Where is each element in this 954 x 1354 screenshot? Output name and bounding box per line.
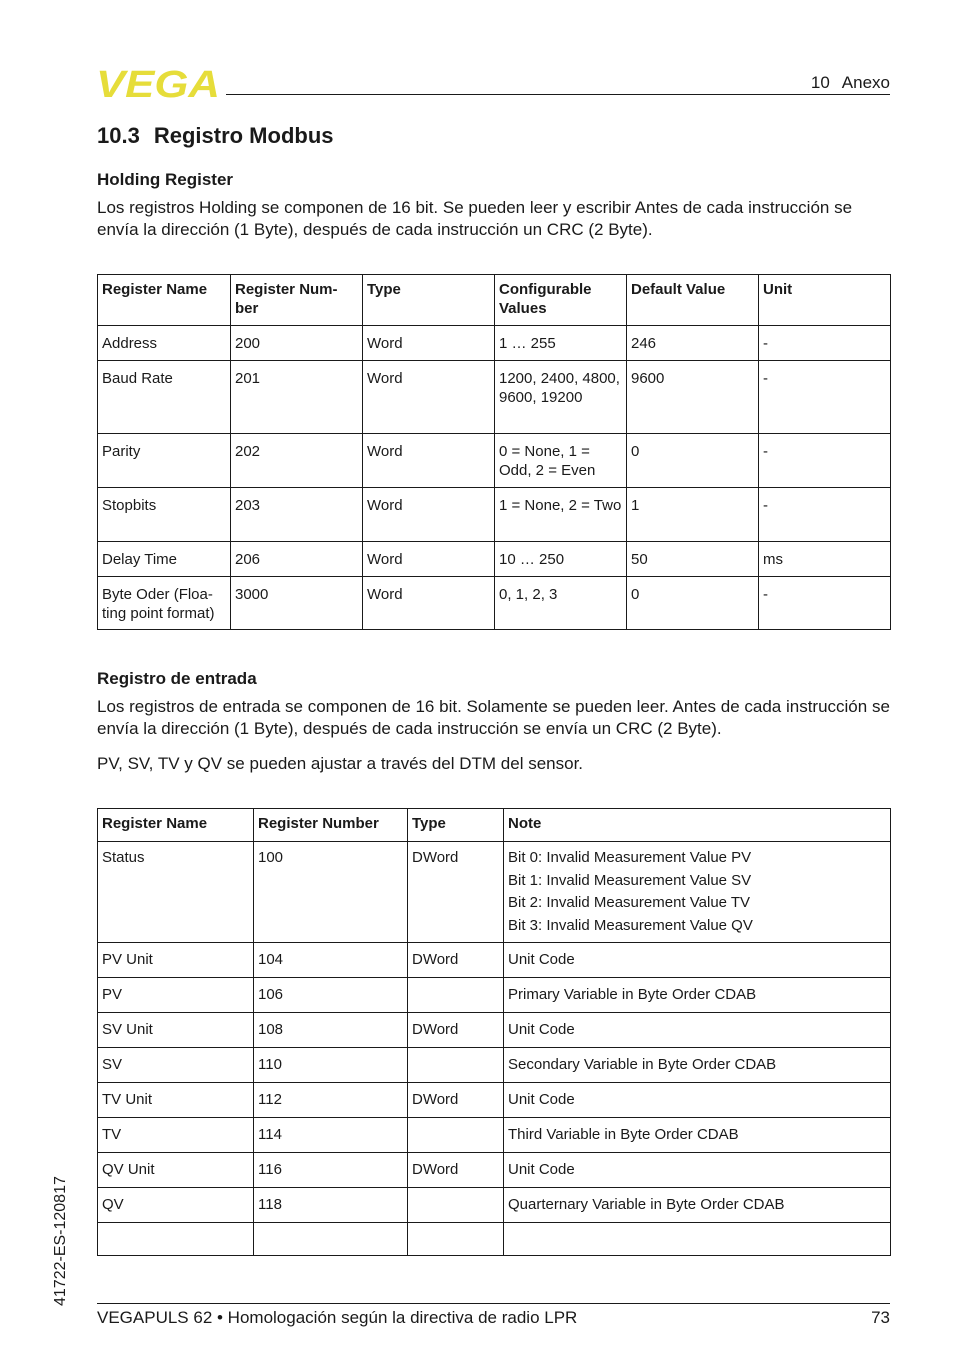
register-number: 201: [231, 361, 363, 434]
register-name: Stopbits: [98, 488, 231, 542]
register-number: 106: [254, 978, 408, 1013]
register-type: Word: [363, 488, 495, 542]
default-value: 0: [627, 577, 759, 630]
column-header: Register Name: [98, 809, 254, 842]
register-number: 100: [254, 842, 408, 943]
column-header: Register Number: [254, 809, 408, 842]
register-name: PV Unit: [98, 943, 254, 978]
column-header: Note: [504, 809, 891, 842]
register-number: 112: [254, 1083, 408, 1118]
input-heading: Registro de entrada: [97, 669, 257, 688]
unit: -: [759, 434, 891, 488]
register-type: DWord: [408, 943, 504, 978]
register-number: 116: [254, 1153, 408, 1188]
register-type: [408, 1223, 504, 1256]
register-note: Unit Code: [504, 1083, 891, 1118]
table-row: [98, 842, 891, 943]
register-type: [408, 978, 504, 1013]
register-number: 108: [254, 1013, 408, 1048]
input-paragraph-dtm: PV, SV, TV y QV se pueden ajustar a través del DTM del sensor.: [97, 754, 584, 773]
table-row: [98, 488, 891, 542]
table-row: [98, 577, 891, 630]
document-code: 41722-ES-120817: [52, 1176, 69, 1306]
register-type: [408, 1118, 504, 1153]
register-number: 200: [231, 326, 363, 361]
register-name: Status: [98, 842, 254, 943]
configurable-values: 1 … 255: [495, 326, 627, 361]
register-name: Byte Oder (Floa-ting point format): [98, 577, 231, 630]
unit: -: [759, 326, 891, 361]
register-number: 114: [254, 1118, 408, 1153]
input-register-table: [97, 808, 891, 1256]
chapter-number: 10: [810, 73, 830, 92]
register-note: Unit Code: [504, 1013, 891, 1048]
register-number: 118: [254, 1188, 408, 1223]
register-name: Address: [98, 326, 231, 361]
vega-logo: [96, 66, 220, 98]
chapter-title: Anexo: [841, 73, 890, 92]
table-row: [98, 1188, 891, 1223]
default-value: 9600: [627, 361, 759, 434]
table-row: [98, 361, 891, 434]
note-line: Bit 3: Invalid Measurement Value QV: [508, 916, 753, 934]
note-line: Bit 1: Invalid Measurement Value SV: [508, 871, 752, 889]
register-name: QV: [98, 1188, 254, 1223]
register-type: [408, 1048, 504, 1083]
register-type: Word: [363, 542, 495, 577]
register-type: Word: [363, 434, 495, 488]
register-type: DWord: [408, 1083, 504, 1118]
register-note: Unit Code: [504, 943, 891, 978]
register-number: 206: [231, 542, 363, 577]
table-row: [98, 434, 891, 488]
note-line: Bit 2: Invalid Measurement Value TV: [508, 894, 751, 911]
column-header: Type: [363, 275, 495, 326]
footer-text: VEGAPULS 62 • Homologación según la directiva de radio LPR: [97, 1308, 578, 1327]
table-row: [98, 542, 891, 577]
unit: -: [759, 577, 891, 630]
register-name: TV: [98, 1118, 254, 1153]
column-header: Register Num-ber: [231, 275, 363, 326]
register-number: 3000: [231, 577, 363, 630]
header-rule: [226, 94, 890, 95]
table-header-row: [98, 809, 891, 842]
register-name: Parity: [98, 434, 231, 488]
column-header: Type: [408, 809, 504, 842]
column-header: Configurable Values: [495, 275, 627, 326]
footer-rule: [97, 1303, 890, 1304]
register-name: Baud Rate: [98, 361, 231, 434]
default-value: 50: [627, 542, 759, 577]
column-header: Unit: [759, 275, 891, 326]
chapter-heading: [811, 73, 890, 93]
register-number: 202: [231, 434, 363, 488]
register-name: [98, 1223, 254, 1256]
register-note: Secondary Variable in Byte Order CDAB: [504, 1048, 891, 1083]
table-header-row: [98, 275, 891, 326]
unit: ms: [759, 542, 891, 577]
section-title: [97, 123, 334, 149]
register-number: 110: [254, 1048, 408, 1083]
register-number: 104: [254, 943, 408, 978]
page-number: 73: [871, 1308, 890, 1327]
holding-paragraph: Los registros Holding se componen de 16 bit. Se pueden leer y escribir Antes de cada instrucción se envía la dirección (1 Byte), después de cada instrucción un CRC (2 Byte).: [97, 198, 853, 239]
table-row: [98, 1153, 891, 1188]
register-name: PV: [98, 978, 254, 1013]
register-type: Word: [363, 577, 495, 630]
register-type: DWord: [408, 1013, 504, 1048]
configurable-values: 0, 1, 2, 3: [495, 577, 627, 630]
register-note: Quarternary Variable in Byte Order CDAB: [504, 1188, 891, 1223]
column-header: Default Value: [627, 275, 759, 326]
section-number: 10.3: [97, 123, 140, 148]
register-note: Primary Variable in Byte Order CDAB: [504, 978, 891, 1013]
holding-heading: Holding Register: [97, 170, 234, 189]
column-header: Register Name: [98, 275, 231, 326]
register-note: [504, 842, 891, 943]
table-row: [98, 978, 891, 1013]
configurable-values: 1 = None, 2 = Two: [495, 488, 627, 542]
table-row: [98, 1223, 891, 1256]
register-name: SV: [98, 1048, 254, 1083]
register-type: DWord: [408, 842, 504, 943]
configurable-values: 1200, 2400, 4800, 9600, 19200: [495, 361, 627, 434]
configurable-values: 10 … 250: [495, 542, 627, 577]
note-line: Bit 0: Invalid Measurement Value PV: [508, 849, 752, 866]
table-row: [98, 1118, 891, 1153]
holding-register-table: [97, 274, 891, 630]
input-paragraph: Los registros de entrada se componen de 16 bit. Solamente se pueden leer. Antes de cada instrucción se envía la dirección (1 Byte), después de cada instrucción se envía un CRC (2 Byte).: [97, 697, 890, 738]
section-name: Registro Modbus: [153, 123, 334, 148]
register-note: Third Variable in Byte Order CDAB: [504, 1118, 891, 1153]
configurable-values: 0 = None, 1 = Odd, 2 = Even: [495, 434, 627, 488]
register-name: TV Unit: [98, 1083, 254, 1118]
unit: -: [759, 361, 891, 434]
register-note: Unit Code: [504, 1153, 891, 1188]
table-row: [98, 1083, 891, 1118]
register-number: 203: [231, 488, 363, 542]
register-name: QV Unit: [98, 1153, 254, 1188]
register-type: Word: [363, 361, 495, 434]
register-number: [254, 1223, 408, 1256]
register-name: Delay Time: [98, 542, 231, 577]
table-row: [98, 943, 891, 978]
default-value: 0: [627, 434, 759, 488]
table-row: [98, 326, 891, 361]
register-name: SV Unit: [98, 1013, 254, 1048]
table-row: [98, 1013, 891, 1048]
register-type: [408, 1188, 504, 1223]
table-row: [98, 1048, 891, 1083]
register-type: Word: [363, 326, 495, 361]
register-type: DWord: [408, 1153, 504, 1188]
unit: -: [759, 488, 891, 542]
default-value: 246: [627, 326, 759, 361]
logo-text: VEGA: [96, 66, 220, 98]
register-note: [504, 1223, 891, 1256]
default-value: 1: [627, 488, 759, 542]
